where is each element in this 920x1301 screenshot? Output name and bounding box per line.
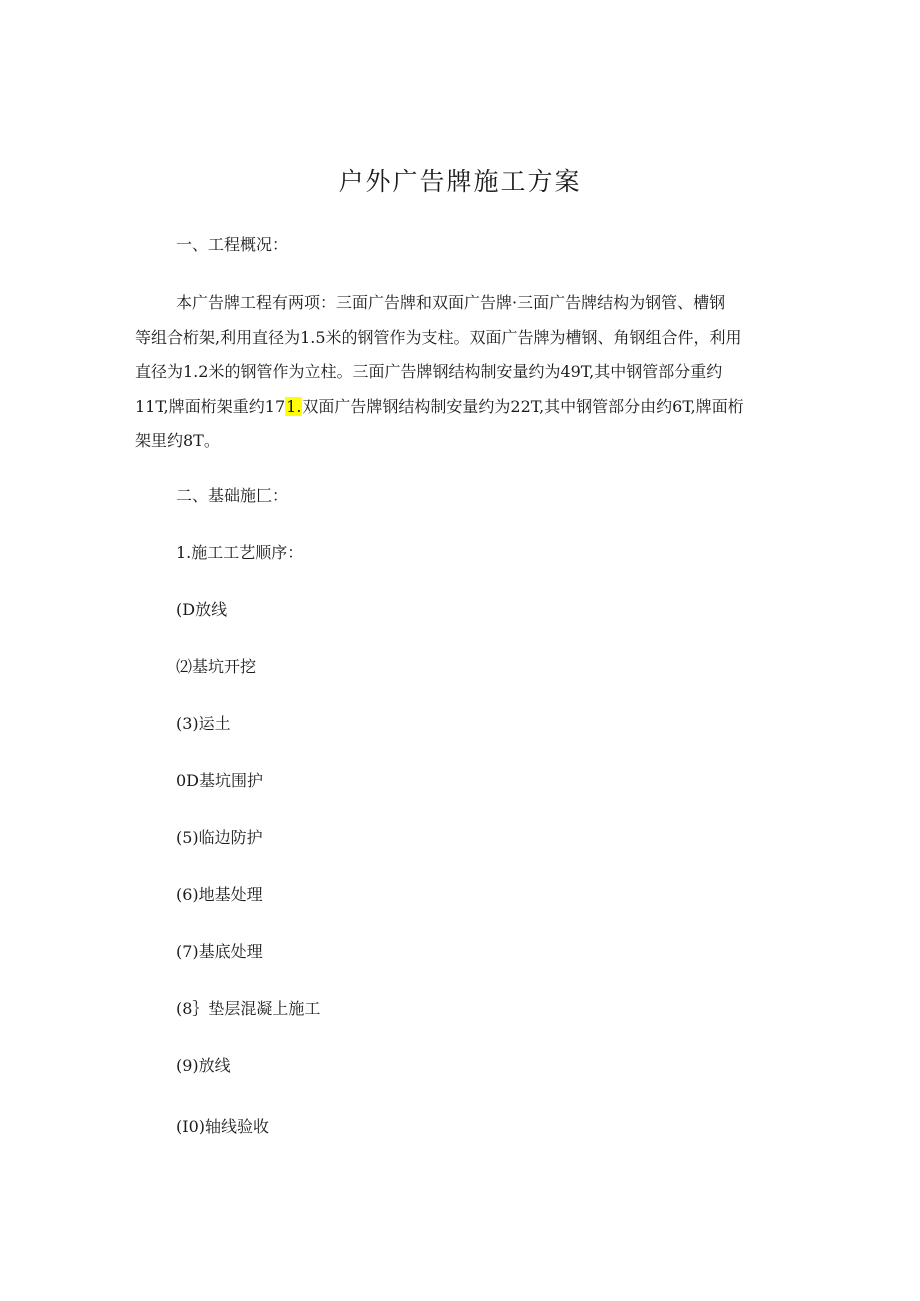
section-heading-overview: 一、工程概况： [176, 235, 289, 254]
section-heading-foundation: 二、基础施匚： [176, 486, 289, 505]
paragraph-line: 架里约8T。 [135, 431, 220, 450]
list-item: (9)放线 [176, 1056, 231, 1075]
subsection-heading-sequence: 1.施工工艺顺序： [176, 543, 304, 562]
list-item: (6)地基处理 [176, 885, 263, 904]
list-item: (8｝垫层混凝上施工 [176, 999, 321, 1018]
list-item: (5)临边防护 [176, 828, 263, 847]
list-item: (I0)轴线验收 [176, 1117, 269, 1136]
paragraph-text: 双面广告牌钢结构制安量约为22T,其中钢管部分由约6T,牌面桁 [302, 396, 744, 416]
list-item: (D放线 [176, 600, 228, 619]
paragraph-line: 等组合桁架,利用直径为1.5米的钢管作为支柱。双面广告牌为槽钢、角钢组合件，利用 [135, 327, 742, 347]
paragraph-line: 直径为1.2米的钢管作为立柱。三面广告牌钢结构制安量约为49T,其中钢管部分重约 [135, 362, 723, 381]
highlighted-text: 1. [286, 396, 302, 416]
overview-paragraph [135, 286, 758, 459]
paragraph-line [135, 390, 758, 425]
paragraph-text: 11T,牌面桁架重约17 [135, 396, 286, 416]
paragraph-line: 本广告牌工程有两项：三面广告牌和双面广告牌·三面广告牌结构为钢管、槽钢 [176, 293, 726, 312]
list-item: (7)基底处理 [176, 942, 263, 961]
list-item: ⑵基坑开挖 [176, 657, 257, 676]
list-item: (3)运土 [176, 714, 231, 733]
document-title: 户外广告牌施工方案 [338, 167, 582, 196]
list-item: 0D基坑围护 [176, 771, 264, 790]
